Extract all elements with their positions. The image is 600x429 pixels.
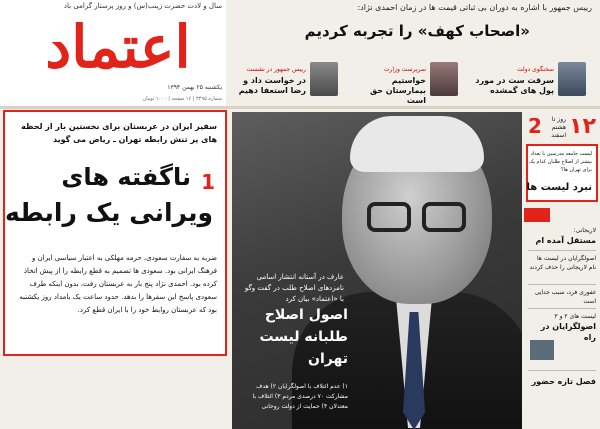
lists-box[interactable] — [526, 144, 598, 202]
right-column — [524, 108, 600, 429]
lead-number: 1 — [201, 170, 215, 194]
lead-body: ضربه به سفارت سعودی، حرمه مهلکی به اعتبار سیاسی ایران و فرهنگ ایرانی بود. سعودی ها تصمیم به قطع رابطه را از پیش اتخاذ کرده بود. احمدی نژاد پنج بار به عربستان رفت، بدون اینکه طرف سعودی پاسخ این سفرها را بدهد. حدود ساعت یک بامداد روز یکشنبه بود که عربستان روابط خود را با ایران قطع کرد. — [19, 254, 217, 314]
portrait-hair — [350, 116, 484, 172]
strip-item-3[interactable] — [470, 58, 600, 106]
divider — [528, 370, 596, 371]
quote-list: ۱) عدم ائتلاف با اصولگرایان ۲) هدف مشارکت ۷۰ درصدی مردم ۳) ائتلاف با معتدلان ۴) حمایت از دولت روحانی — [252, 383, 348, 410]
divider — [0, 106, 600, 109]
strip-photo-icon — [558, 62, 586, 96]
masthead — [0, 0, 226, 106]
glasses-right — [422, 202, 466, 232]
strip-sub: سرپرست وزارت — [383, 66, 426, 73]
quote-intro: عارف در آستانه انتشار اسامی نامزدهای اصلاح طلب در گفت وگو با «اعتماد» بیان کرد — [244, 273, 344, 303]
divider — [528, 250, 596, 251]
red-tag — [524, 208, 550, 222]
right-item-bold: اصولگرایان در راه — [540, 322, 596, 342]
strip-sub: رییس جمهور در نشست — [246, 66, 306, 73]
countdown-number: ۱۲ — [569, 114, 596, 139]
lead-headline-line2: ویرانی یک رابطه — [5, 198, 213, 227]
strip-item-2[interactable] — [352, 58, 470, 106]
lists-box-headline: نبرد لیست ها — [526, 182, 592, 193]
lead-story[interactable] — [3, 110, 227, 356]
right-item-3[interactable] — [528, 288, 596, 306]
strip-title: در خواست داد و رضا استعفا دهیم — [238, 76, 306, 95]
date-line: یکشنبه ۲۵ بهمن ۱۳۹۴ — [167, 84, 222, 91]
divider — [528, 308, 596, 309]
strip-title: خواستیم بیمارستان حق است — [370, 76, 426, 105]
right-item-text: اصولگرایان در لیست ها نام لاریجانی را حذف کردند — [529, 255, 596, 271]
center-photo[interactable] — [232, 112, 522, 429]
tagline: سال و لادت حضرت زینب(س) و روز پرستار گرامی باد — [63, 2, 222, 10]
newspaper-logo[interactable]: اعتماد — [45, 13, 191, 81]
strip-photo-icon — [430, 62, 458, 96]
top-story-kicker: رییس جمهور با اشاره به دوران بی ثباتی قیمت ها در زمان احمدی نژاد: — [357, 3, 592, 12]
right-item-text: لاریجانی: — [573, 227, 596, 234]
right-item-text: لیست های ۲ و ۳ — [554, 313, 596, 320]
strip-item-1[interactable] — [232, 58, 352, 106]
strip-title: سرقت ست در مورد پول های گمشده — [475, 76, 554, 95]
issue-line: شماره ۳۴۹۵ | ۱۶ صفحه | ۱۰۰۰ تومان — [142, 96, 222, 102]
countdown-label: روز تا هشتم اسفند — [551, 116, 566, 139]
right-item-bold: مستقل آمده ام — [535, 236, 596, 245]
divider — [528, 284, 596, 285]
lead-kicker: سفیر ایران در عربستان برای نخستین بار از لحظه های پر تنش رابطه تهران ـ ریاض می گوید — [21, 122, 217, 144]
story-number: 2 — [528, 114, 542, 138]
top-story-headline: «اصحاب کهف» را تجربه کردیم — [304, 22, 530, 40]
right-item-1[interactable] — [528, 226, 596, 246]
glasses-left — [367, 202, 411, 232]
quote-headline: اصول اصلاح طلبانه لیست تهران — [259, 307, 348, 367]
strip-sub: سخنگوی دولت — [516, 66, 554, 73]
right-item-4[interactable] — [528, 312, 596, 343]
right-item-2[interactable] — [528, 254, 596, 272]
thumbnail-photo — [530, 340, 554, 360]
lead-headline-line1: ناگفته های — [61, 163, 191, 191]
strip-photo-icon — [310, 62, 338, 96]
right-item-5[interactable]: فصل تازه حضور — [531, 377, 596, 386]
right-item-text: غفوری فرد، سبب جدایی است — [534, 289, 596, 305]
top-story[interactable] — [232, 0, 600, 58]
lists-box-text: لیست جامعه مدرسین با تعداد بیشتر از اصلاح طلبان کدام یک برای تهران ها؟ — [529, 151, 592, 173]
